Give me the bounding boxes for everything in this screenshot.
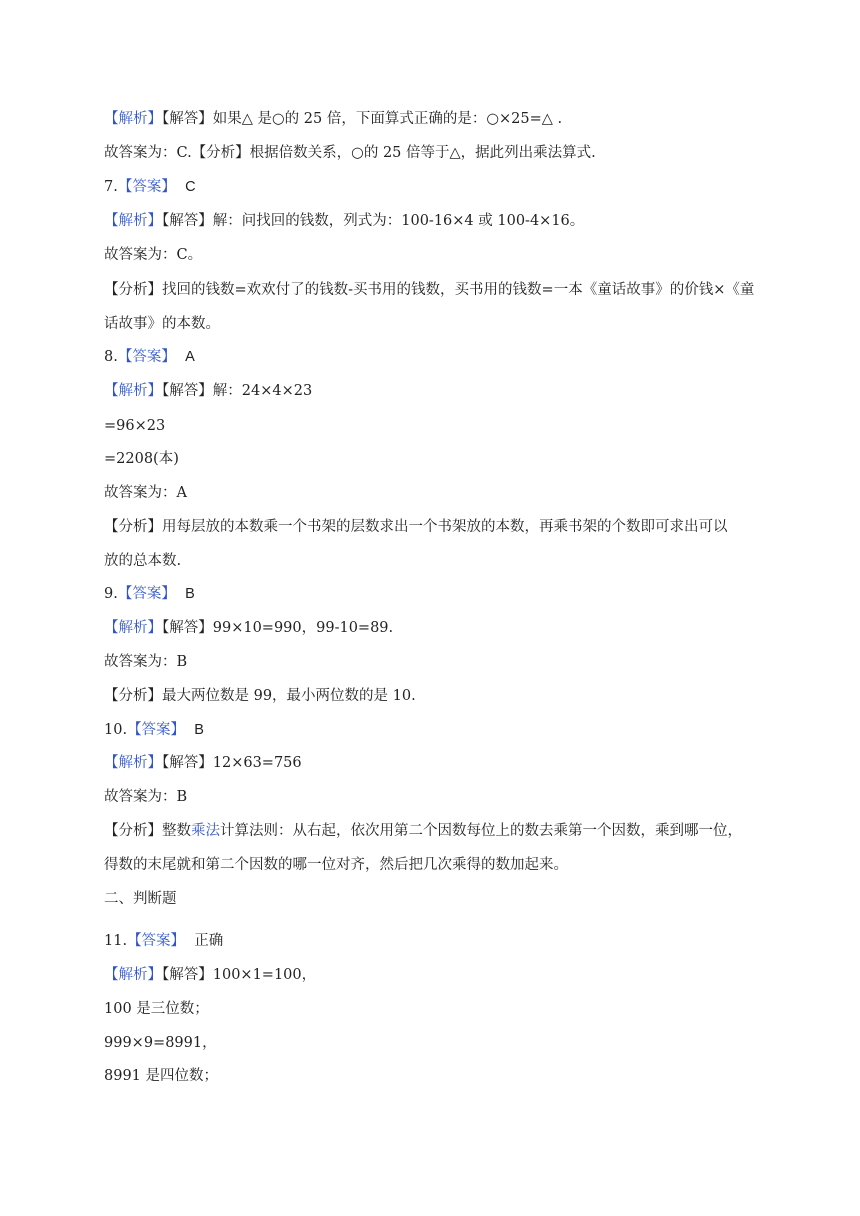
question-number: 11. bbox=[104, 933, 128, 949]
q11-solution-text: 【解答】100×1=100， bbox=[162, 967, 317, 983]
q7-fenxi-line-2: 话故事》的本数。 bbox=[104, 316, 220, 332]
answer-value: A bbox=[185, 349, 195, 365]
q11-step-line-2: 999×9=8991， bbox=[104, 1035, 217, 1051]
q9-conclusion-line: 故答案为：B bbox=[104, 654, 188, 670]
q11-step-line-3: 8991 是四位数； bbox=[104, 1068, 219, 1084]
jiexi-tag: 【解析】 bbox=[104, 620, 162, 636]
answer-tag: 【答案】 bbox=[127, 933, 186, 949]
q7-analysis-line bbox=[104, 211, 764, 231]
question-number: 7. bbox=[104, 179, 118, 195]
question-number: 8. bbox=[104, 349, 118, 365]
fenxi-text: 计算法则：从右起，依次用第二个因数每位上的数去乘第一个因数，乘到哪一位， bbox=[220, 823, 742, 839]
multiplication-link[interactable]: 乘法 bbox=[191, 823, 220, 839]
q8-fenxi-line-1: 【分析】用每层放的本数乘一个书架的层数求出一个书架放的本数，再乘书架的个数即可求出可以 bbox=[104, 519, 728, 535]
q6-conclusion-line: 故答案为：C.【分析】根据倍数关系，○的 25 倍等于△，据此列出乘法算式. bbox=[104, 145, 596, 161]
q10-fenxi-line-1 bbox=[104, 821, 764, 841]
answer-tag: 【答案】 bbox=[117, 349, 176, 365]
jiexi-tag: 【解析】 bbox=[104, 383, 162, 399]
q6-solution-text: 【解答】如果△ 是○的 25 倍，下面算式正确的是：○×25=△ . bbox=[162, 111, 563, 127]
q10-conclusion-line: 故答案为：B bbox=[104, 789, 188, 805]
q8-answer-line bbox=[104, 347, 764, 367]
q7-solution-text: 【解答】解：问找回的钱数，列式为：100-16×4 或 100-4×16。 bbox=[162, 213, 585, 229]
q9-solution-text: 【解答】99×10=990，99-10=89. bbox=[162, 620, 394, 636]
q11-analysis-line bbox=[104, 965, 764, 985]
fenxi-text: 【分析】整数 bbox=[104, 823, 191, 839]
section-title: 二、判断题 bbox=[104, 891, 177, 907]
answer-tag: 【答案】 bbox=[117, 179, 176, 195]
answer-value: B bbox=[194, 722, 204, 738]
q10-analysis-line bbox=[104, 753, 764, 773]
jiexi-tag: 【解析】 bbox=[104, 213, 162, 229]
q7-conclusion-line: 故答案为：C。 bbox=[104, 247, 203, 263]
answer-value: 正确 bbox=[194, 933, 224, 949]
q6-analysis-line bbox=[104, 109, 764, 129]
jiexi-tag: 【解析】 bbox=[104, 967, 162, 983]
q8-solution-text: 【解答】解：24×4×23 bbox=[162, 383, 313, 399]
q8-fenxi-line-2: 放的总本数. bbox=[104, 553, 182, 569]
q8-conclusion-line: 故答案为：A bbox=[104, 485, 187, 501]
q9-answer-line bbox=[104, 584, 764, 604]
q9-fenxi-line: 【分析】最大两位数是 99，最小两位数的是 10. bbox=[104, 688, 416, 704]
answer-value: C bbox=[185, 179, 196, 195]
q7-fenxi-line-1: 【分析】找回的钱数=欢欢付了的钱数-买书用的钱数，买书用的钱数=一本《童话故事》的价钱×《童 bbox=[104, 282, 755, 298]
question-number: 9. bbox=[104, 586, 118, 602]
jiexi-tag: 【解析】 bbox=[104, 755, 162, 771]
q8-calc-step-1: =96×23 bbox=[104, 418, 166, 434]
answer-value: B bbox=[185, 586, 195, 602]
answer-tag: 【答案】 bbox=[127, 722, 186, 738]
q10-solution-text: 【解答】12×63=756 bbox=[162, 755, 302, 771]
q10-fenxi-line-2: 得数的末尾就和第二个因数的哪一位对齐，然后把几次乘得的数加起来。 bbox=[104, 857, 568, 873]
question-number: 10. bbox=[104, 722, 128, 738]
answer-tag: 【答案】 bbox=[117, 586, 176, 602]
q9-analysis-line bbox=[104, 618, 764, 638]
q7-answer-line bbox=[104, 177, 764, 197]
q11-answer-line bbox=[104, 931, 764, 951]
q8-calc-step-2: =2208(本) bbox=[104, 451, 179, 467]
q11-step-line-1: 100 是三位数； bbox=[104, 1001, 209, 1017]
jiexi-tag: 【解析】 bbox=[104, 111, 162, 127]
q10-answer-line bbox=[104, 720, 764, 740]
q8-analysis-line bbox=[104, 381, 764, 401]
